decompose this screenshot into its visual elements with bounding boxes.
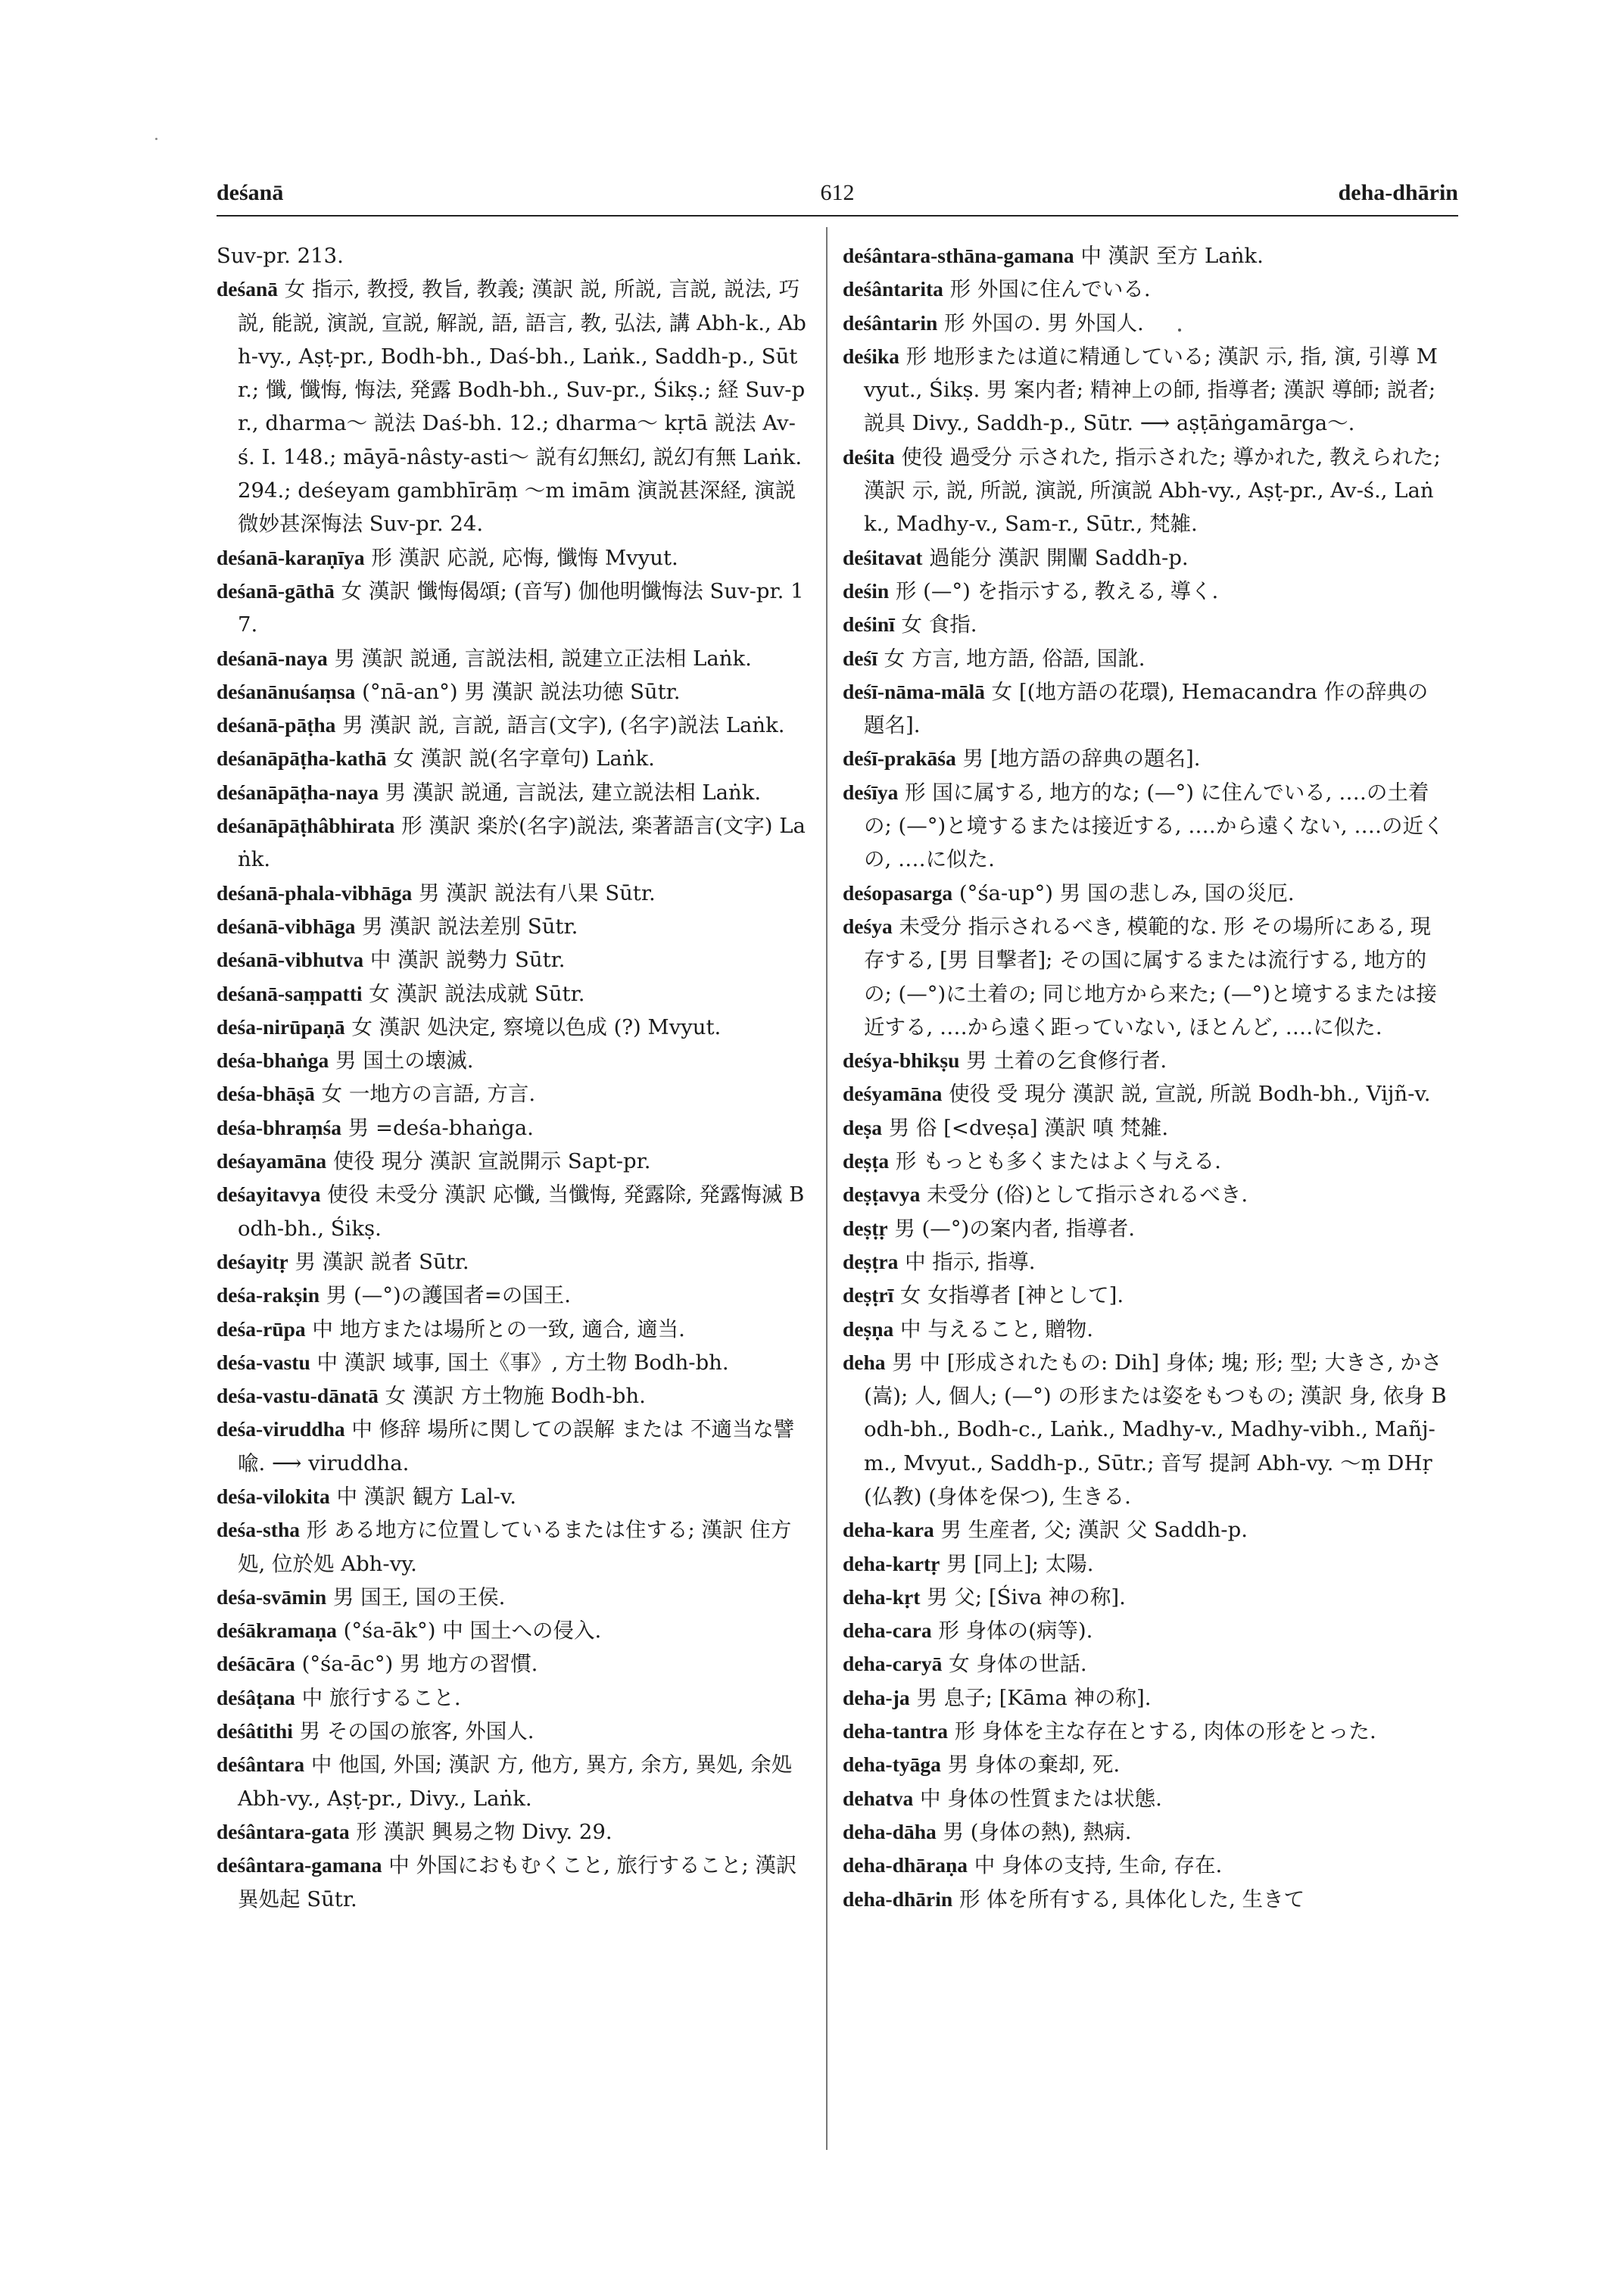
- headword: deṣṇa: [843, 1316, 894, 1341]
- running-head-right: deha-dhārin: [1338, 180, 1458, 205]
- dictionary-entry: [217, 1748, 807, 1815]
- definition: 中 修辞 場所に関しての誤解 または 不適当な譬喩. ⟶ viruddha.: [238, 1417, 795, 1475]
- definition: 男 (—°)の護国者=の国王.: [320, 1283, 571, 1308]
- headword: deśya-bhikṣu: [843, 1048, 960, 1073]
- headword: deṣṭṛ: [843, 1216, 888, 1240]
- headword: deśinī: [843, 612, 895, 637]
- dictionary-entry: [217, 1513, 807, 1581]
- definition: 使役 過受分 示された, 指示された; 導かれた, 教えられた; 漢訳 示, 説, 所説, 演説, 所演説 Abh-vy., Aṣṭ-pr., Av-ś., Laṅk., Madhy-v., Sam-r., Sūtr., 梵雑.: [864, 444, 1441, 537]
- definition: 形 身体の(病等).: [931, 1618, 1093, 1643]
- dictionary-entry: [217, 977, 807, 1011]
- dictionary-entry: [217, 1178, 807, 1245]
- dictionary-entry: [843, 1145, 1448, 1178]
- definition: 形 国に属する, 地方的な; (—°) に住んでいる, ‥‥の土着の; (—°)と境するまたは接近する, ‥‥から遠くない, ‥‥の近くの, ‥‥に似た.: [864, 780, 1445, 872]
- headword: deśanā-vibhutva: [217, 948, 364, 972]
- definition: (°nā-an°) 男 漢訳 説法功徳 Sūtr.: [355, 679, 681, 704]
- dictionary-entry: [217, 1581, 807, 1614]
- dictionary-entry: [843, 1111, 1448, 1145]
- headword: deśanānuśaṃsa: [217, 679, 356, 703]
- dictionary-entry: [217, 642, 807, 675]
- dictionary-entry: [843, 340, 1448, 441]
- definition: (°śa-āc°) 男 地方の習慣.: [295, 1652, 538, 1677]
- definition: 男 息子; [Kāma 神の称].: [909, 1685, 1152, 1710]
- headword: deha-tyāga: [843, 1752, 941, 1777]
- headword: deśântara-sthāna-gamana: [843, 244, 1074, 267]
- definition: 女 [(地方語の花環), Hemacandra 作の辞典の題名].: [864, 679, 1429, 738]
- definition: 中 旅行すること.: [295, 1685, 461, 1710]
- headword: deśa-viruddha: [217, 1417, 345, 1441]
- dictionary-entry: [843, 1647, 1448, 1681]
- headword: deśanāpāṭhâbhirata: [217, 814, 395, 838]
- dictionary-entry: [217, 575, 807, 642]
- headword: deśanāpāṭha-kathā: [217, 746, 387, 771]
- dictionary-entry: [843, 307, 1448, 340]
- dictionary-entry: [217, 1111, 807, 1145]
- definition: 男 漢訳 説法有八果 Sūtr.: [412, 880, 656, 905]
- headword: deśa-nirūpaṇā: [217, 1014, 345, 1039]
- dictionary-entry: [843, 1748, 1448, 1781]
- dictionary-entry: [843, 1782, 1448, 1815]
- headword: deha-dhāraṇa: [843, 1853, 968, 1877]
- dictionary-entry: [843, 1547, 1448, 1581]
- headword: deha-kartṛ: [843, 1551, 940, 1575]
- definition: 女 漢訳 説(名字章句) Laṅk.: [386, 746, 655, 771]
- headword: deśanā-vibhāga: [217, 914, 356, 938]
- definition: 女 女指導者 [神として].: [893, 1283, 1124, 1308]
- headword: deha-ja: [843, 1685, 910, 1709]
- definition: 男 生産者, 父; 漢訳 父 Saddh-p.: [934, 1518, 1248, 1543]
- definition: 形 漢訳 興易之物 Divy. 29.: [349, 1819, 613, 1844]
- headword: deṣṭra: [843, 1249, 899, 1273]
- definition: 形 身体を主な存在とする, 肉体の形をとった.: [948, 1719, 1376, 1744]
- definition: 女 一地方の言語, 方言.: [314, 1082, 536, 1107]
- definition: 男 俗 [<dveṣa] 漢訳 嗔 梵雑.: [881, 1115, 1169, 1140]
- definition: 男 [地方語の辞典の題名].: [955, 746, 1201, 771]
- dictionary-entry: [843, 1212, 1448, 1245]
- dictionary-entry: [843, 1681, 1448, 1715]
- dictionary-entry: [843, 1313, 1448, 1346]
- dictionary-entry: [217, 1346, 807, 1379]
- dictionary-entry: [217, 1480, 807, 1513]
- dictionary-entry: [843, 1346, 1448, 1513]
- definition: 使役 未受分 漢訳 応懺, 当懺悔, 発露除, 発露悔滅 Bodh-bh., Śikṣ.: [238, 1182, 805, 1241]
- headword: deśī: [843, 646, 877, 670]
- dictionary-entry: [843, 608, 1448, 641]
- definition: 中 漢訳 域事, 国土《事》, 方土物 Bodh-bh.: [310, 1350, 729, 1375]
- headword: deśântara: [217, 1752, 305, 1777]
- dictionary-entry: [843, 877, 1448, 910]
- headword: deṣa: [843, 1115, 882, 1139]
- definition: 中 地方または場所との一致, 適合, 適当.: [305, 1316, 685, 1341]
- headword: deśântarita: [843, 277, 943, 301]
- dictionary-entry: [843, 776, 1448, 877]
- dictionary-entry: [217, 1145, 807, 1178]
- definition: 男 漢訳 説通, 言説法相, 説建立正法相 Laṅk.: [327, 646, 752, 671]
- definition: 未受分 (俗)として指示されるべき.: [920, 1182, 1248, 1207]
- headword: deśa-rakṣin: [217, 1283, 320, 1307]
- definition: 中 与えること, 贈物.: [893, 1316, 1093, 1341]
- definition: 女 漢訳 方土物施 Bodh-bh.: [378, 1384, 646, 1409]
- definition: 中 他国, 外国; 漢訳 方, 他方, 異方, 余方, 異処, 余処 Abh-vy., Aṣṭ-pr., Divy., Laṅk.: [238, 1752, 793, 1811]
- headword: deha-kara: [843, 1518, 934, 1542]
- dictionary-entry: [843, 1815, 1448, 1849]
- dictionary-entry: [217, 809, 807, 877]
- dictionary-entry: [843, 675, 1448, 743]
- headword: deśayamāna: [217, 1149, 327, 1173]
- dictionary-entry: [217, 541, 807, 575]
- definition: 男 父; [Śiva 神の称].: [920, 1584, 1126, 1609]
- definition: 形 漢訳 楽於(名字)説法, 楽著語言(文字) Laṅk.: [238, 814, 806, 872]
- dictionary-entry: [217, 1681, 807, 1715]
- dictionary-entry: [843, 1581, 1448, 1614]
- dictionary-entry: [217, 1245, 807, 1279]
- definition: 女 身体の世話.: [942, 1652, 1087, 1677]
- headword: deśin: [843, 578, 890, 603]
- headword: deśanā: [217, 277, 278, 301]
- definition: 未受分 指示されるべき, 模範的な. 形 その場所にある, 現存する, [男 目撃者]; その国に属するまたは流行する, 地方的の; (—°)に土着の; 同じ地方から来た; (—°)と境するまたは接近する, ‥‥から遠く距っていない, ほとんど, ‥‥に似た.: [864, 914, 1437, 1039]
- definition: 中 身体の性質または状態.: [913, 1786, 1162, 1811]
- definition: 使役 受 現分 漢訳 説, 宣説, 所説 Bodh-bh., Vijñ-v.: [942, 1082, 1431, 1107]
- headword: deśa-rūpa: [217, 1316, 306, 1341]
- dictionary-entry: [217, 1413, 807, 1480]
- dictionary-entry: [217, 1815, 807, 1849]
- headword: deha: [843, 1350, 886, 1374]
- definition: 男 身体の棄却, 死.: [940, 1752, 1121, 1777]
- definition: 形 もっとも多くまたはよく与える.: [889, 1149, 1221, 1174]
- definition: 男 (—°)の案内者, 指導者.: [887, 1216, 1135, 1241]
- definition: (°śa-up°) 男 国の悲しみ, 国の災厄.: [952, 880, 1295, 905]
- definition: 形 外国に住んでいる.: [943, 277, 1151, 302]
- headword: deṣṭrī: [843, 1283, 894, 1307]
- headword: deha-tantra: [843, 1719, 949, 1743]
- running-head-left: deśanā: [217, 180, 284, 205]
- dictionary-entry: [843, 1279, 1448, 1312]
- definition: 中 漢訳 観方 Lal-v.: [329, 1484, 516, 1509]
- definition: 男 国王, 国の王侯.: [326, 1584, 506, 1609]
- definition: 男 国土の壊滅.: [329, 1048, 474, 1073]
- headword: deśanā-phala-vibhāga: [217, 880, 413, 905]
- headword: deśitavat: [843, 545, 923, 569]
- dictionary-entry: [843, 575, 1448, 608]
- definition: 男 (身体の熱), 熱病.: [936, 1819, 1132, 1844]
- definition: 中 身体の支持, 生命, 存在.: [968, 1853, 1223, 1878]
- definition: 中 漢訳 至方 Laṅk.: [1074, 244, 1264, 268]
- dictionary-entry: [843, 1077, 1448, 1111]
- dictionary-entry: [217, 709, 807, 742]
- page-header: [217, 173, 1458, 218]
- dictionary-entry: [843, 239, 1448, 273]
- definition: 男 その国の旅客, 外国人.: [292, 1719, 535, 1744]
- headword: deśântarin: [843, 310, 938, 335]
- headword: deśa-bhaṅga: [217, 1048, 329, 1073]
- right-column: [843, 239, 1448, 1916]
- definition: 男 漢訳 説法差別 Sūtr.: [355, 914, 578, 939]
- headword: deśanā-naya: [217, 646, 328, 670]
- header-rule: [217, 215, 1458, 217]
- dictionary-entry: [217, 776, 807, 809]
- headword: deśanā-gāthā: [217, 578, 335, 603]
- definition: 過能分 漢訳 開闡 Saddh-p.: [922, 545, 1189, 570]
- headword: deṣṭa: [843, 1149, 890, 1173]
- definition: 男 中 [形成されたもの: Dih] 身体; 塊; 形; 型; 大きさ, かさ (嵩); 人, 個人; (—°) の形または姿をもつもの; 漢訳 身, 依身 Bodh-bh., Bodh-c., Laṅk., Madhy-v., Madhy-vibh., Mañj-m., Mvyut., Saddh-p., Sūtr.; 音写 提訶 Abh-vy. ～ṃ DHṛ (仏教) (身体を保つ), 生きる.: [864, 1350, 1447, 1509]
- dictionary-entry: [843, 441, 1448, 541]
- headword: deśī-prakāśa: [843, 746, 956, 771]
- headword: deṣṭavya: [843, 1182, 921, 1207]
- dictionary-entry: [217, 239, 807, 273]
- dictionary-entry: [217, 1849, 807, 1916]
- dictionary-entry: [843, 642, 1448, 675]
- dictionary-entry: [217, 1077, 807, 1111]
- headword: deśanā-karaṇīya: [217, 545, 365, 569]
- headword: deha-cara: [843, 1618, 932, 1643]
- headword: deśya: [843, 914, 893, 938]
- dictionary-entry: [217, 1313, 807, 1346]
- headword: deśa-bhāṣā: [217, 1082, 315, 1106]
- headword: deśopasarga: [843, 880, 953, 905]
- headword: deśita: [843, 444, 895, 469]
- dictionary-entry: [217, 273, 807, 541]
- dictionary-entry: [843, 541, 1448, 575]
- definition: 男 漢訳 説者 Sūtr.: [288, 1249, 469, 1274]
- dictionary-entry: [843, 742, 1448, 775]
- headword: dehatva: [843, 1786, 914, 1810]
- dictionary-entry: [843, 910, 1448, 1044]
- headword: deśayitavya: [217, 1182, 321, 1207]
- definition: 女 漢訳 説法成就 Sūtr.: [362, 981, 585, 1006]
- headword: deśâṭana: [217, 1685, 295, 1709]
- headword: deśī-nāma-mālā: [843, 679, 985, 703]
- dictionary-entry: [217, 1379, 807, 1413]
- headword: deśyamāna: [843, 1082, 943, 1106]
- headword: deśācāra: [217, 1652, 295, 1676]
- headword: deha-kṛt: [843, 1584, 921, 1609]
- headword: deśa-bhraṃśa: [217, 1115, 342, 1139]
- headword: deśākramaṇa: [217, 1618, 337, 1643]
- definition: 中 外国におもむくこと, 旅行すること; 漢訳 異処起 Sūtr.: [238, 1853, 797, 1911]
- definition: 女 指示, 教授, 教旨, 教義; 漢訳 説, 所説, 言説, 説法, 巧説, 能説, 演説, 宣説, 解説, 語, 語言, 教, 弘法, 講 Abh-k., Abh-vy., Aṣṭ-pr., Bodh-bh., Daś-bh., Laṅk., Saddh-p., Sūtr.; 懺, 懺悔, 悔法, 発露 Bodh-bh., Suv-pr., Śikṣ.; 経 Suv-pr., dharma～ 説法 Daś-bh. 12.; dharma～ kṛtā 説法 Av-ś. I. 148.; māyā-nâsty-asti～ 説有幻無幻, 説幻有無 Laṅk. 294.; deśeyam gambhīrāṃ ～m imām 演説甚深経, 演説微妙甚深悔法 Suv-pr. 24.: [238, 277, 806, 537]
- definition: 中 指示, 指導.: [898, 1249, 1036, 1274]
- headword: deśa-svāmin: [217, 1584, 327, 1609]
- dictionary-entry: [217, 1279, 807, 1312]
- headword: deśanāpāṭha-naya: [217, 780, 379, 804]
- definition: (°śa-āk°) 中 国土への侵入.: [336, 1618, 602, 1643]
- dictionary-entry: [217, 910, 807, 943]
- headword: deśântara-gata: [217, 1819, 350, 1843]
- headword: deśântara-gamana: [217, 1853, 382, 1877]
- definition: 形 ある地方に位置しているまたは住する; 漢訳 住方処, 位於処 Abh-vy.: [238, 1518, 792, 1576]
- definition: 男 漢訳 説通, 言説法, 建立説法相 Laṅk.: [378, 780, 762, 805]
- definition: 男 漢訳 説, 言説, 語言(文字), (名字)説法 Laṅk.: [335, 713, 785, 738]
- definition: 使役 現分 漢訳 宣説開示 Sapt-pr.: [326, 1149, 651, 1174]
- dictionary-entry: [217, 877, 807, 910]
- definition: 形 地形または道に精通している; 漢訳 示, 指, 演, 引導 Mvyut., Śikṣ. 男 案内者; 精神上の師, 指導者; 漢訳 導師; 説者; 説具 Divy., Saddh-p., Sūtr. ⟶ aṣṭāṅgamārga～.: [864, 344, 1438, 436]
- definition: 男 [同上]; 太陽.: [940, 1551, 1094, 1576]
- definition: Suv-pr. 213.: [217, 244, 344, 268]
- definition: 男 土着の乞食修行者.: [959, 1048, 1167, 1073]
- definition: 男 =deśa-bhaṅga.: [341, 1115, 534, 1140]
- definition: 形 外国の. 男 外国人.: [937, 310, 1144, 335]
- definition: 女 食指.: [894, 612, 977, 637]
- dictionary-entry: [843, 1245, 1448, 1279]
- headword: deśanā-pāṭha: [217, 713, 336, 737]
- headword: deśa-vilokita: [217, 1484, 330, 1508]
- page-number: 612: [820, 180, 855, 205]
- dictionary-entry: [217, 1011, 807, 1044]
- dictionary-entry: [843, 1849, 1448, 1882]
- dictionary-entry: [217, 742, 807, 775]
- dictionary-entry: [843, 1178, 1448, 1211]
- dictionary-entry: [217, 1044, 807, 1077]
- column-divider: [826, 227, 828, 2150]
- definition: 女 漢訳 処決定, 察境以色成 (?) Mvyut.: [344, 1014, 722, 1039]
- headword: deśa-stha: [217, 1518, 301, 1542]
- headword: deśanā-saṃpatti: [217, 981, 363, 1005]
- headword: deśika: [843, 344, 899, 368]
- headword: deha-dhārin: [843, 1886, 953, 1911]
- definition: 中 漢訳 説勢力 Sūtr.: [363, 948, 566, 973]
- headword: deśayitṛ: [217, 1249, 288, 1273]
- definition: 女 漢訳 懺悔偈頌; (音写) 伽他明懺悔法 Suv-pr. 17.: [238, 578, 804, 637]
- definition: 形 (—°) を指示する, 教える, 導く.: [889, 578, 1219, 603]
- dictionary-entry: [843, 1044, 1448, 1077]
- definition: 女 方言, 地方語, 俗語, 国訛.: [877, 646, 1146, 671]
- dictionary-entry: [843, 1715, 1448, 1748]
- dictionary-entry: [843, 273, 1448, 306]
- dictionary-entry: [217, 1715, 807, 1748]
- headword: deha-caryā: [843, 1652, 943, 1676]
- headword: deha-dāha: [843, 1819, 937, 1843]
- headword: deśa-vastu-dānatā: [217, 1384, 379, 1408]
- dictionary-entry: [843, 1614, 1448, 1647]
- dictionary-entry: [843, 1883, 1448, 1916]
- definition: 形 体を所有する, 具体化した, 生きて: [952, 1886, 1305, 1911]
- dictionary-entry: [843, 1513, 1448, 1547]
- definition: 形 漢訳 応説, 応悔, 懺悔 Mvyut.: [364, 545, 678, 570]
- headword: deśa-vastu: [217, 1350, 310, 1374]
- dictionary-entry: [217, 1614, 807, 1647]
- dictionary-entry: [217, 675, 807, 709]
- headword: deśâtithi: [217, 1719, 293, 1743]
- dictionary-entry: [217, 943, 807, 977]
- scan-speck: [155, 138, 157, 140]
- dictionary-entry: [217, 1647, 807, 1681]
- headword: deśīya: [843, 780, 899, 804]
- left-column: [217, 239, 807, 1916]
